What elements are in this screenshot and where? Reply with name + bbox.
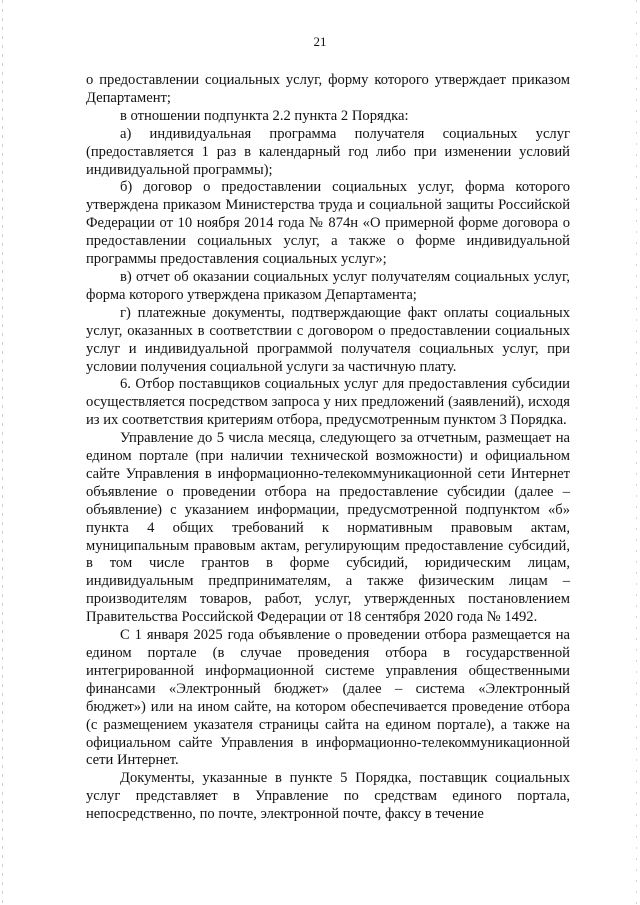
scan-edge-left — [2, 0, 3, 905]
scan-edge-right — [636, 0, 637, 905]
document-body — [86, 72, 570, 824]
paragraph: б) договор о предоставлении социальных услуг, форма которого утверждена приказом Министерства труда и социальной защиты Российской Федерации от 10 ноября 2014 года № 874н «О примерной форме договора о предоставлении социальных услуг, а также о форме индивидуальной программы предоставления социальных услуг»; — [86, 179, 570, 268]
paragraph: о предоставлении социальных услуг, форму которого утверждает приказом Департамент; — [86, 72, 570, 106]
paragraph: в отношении подпункта 2.2 пункта 2 Порядка: — [120, 107, 409, 124]
paragraph: Документы, указанные в пункте 5 Порядка, поставщик социальных услуг представляет в Управление по средствам единого портала, непосредственно, по почте, электронной почте, факсу в течение — [86, 770, 570, 823]
paragraph: С 1 января 2025 года объявление о проведении отбора размещается на едином портале (в случае проведения отбора в государственной интегрированной информационной системе управления общественными финансами «Электронный бюджет» (далее – система «Электронный бюджет») или на ином сайте, на котором обеспечивается проведение отбора (с размещением указателя страницы сайта на едином портале), а также на официальном сайте Управления в информационно-телекоммуникационной сети Интернет. — [86, 627, 570, 769]
paragraph: 6. Отбор поставщиков социальных услуг для предоставления субсидии осуществляется посредством запроса у них предложений (заявлений), исходя из их соответствия критериям отбора, предусмотренным пунктом 3 Порядка. — [86, 376, 570, 429]
paragraph: г) платежные документы, подтверждающие факт оплаты социальных услуг, оказанных в соответствии с договором о предоставлении социальных услуг и индивидуальной программой получателя социальных услуг, при условии получения социальной услуги за частичную плату. — [86, 304, 570, 375]
paragraph: а) индивидуальная программа получателя социальных услуг (предоставляется 1 раз в календарный год либо при изменении условий индивидуальной программы); — [86, 125, 570, 178]
page-number: 21 — [313, 34, 327, 49]
paragraph: Управление до 5 числа месяца, следующего за отчетным, размещает на едином портале (при наличии технической возможности) и официальном сайте Управления в информационно-телекоммуникационной сети Интернет объявление о проведении отбора на предоставление субсидии (далее – объявление) с указанием информации, предусмотренной подпунктом «б» пункта 4 общих требований к нормативным правовым актам, муниципальным правовым актам, регулирующим предоставление субсидий, в том числе грантов в форме субсидий, юридическим лицам, индивидуальным предпринимателям, а также физическим лицам – производителям товаров, работ, услуг, утвержденных постановлением Правительства Российской Федерации от 18 сентября 2020 года № 1492. — [86, 430, 570, 626]
paragraph: в) отчет об оказании социальных услуг получателям социальных услуг, форма которого утверждена приказом Департамента; — [86, 268, 570, 303]
